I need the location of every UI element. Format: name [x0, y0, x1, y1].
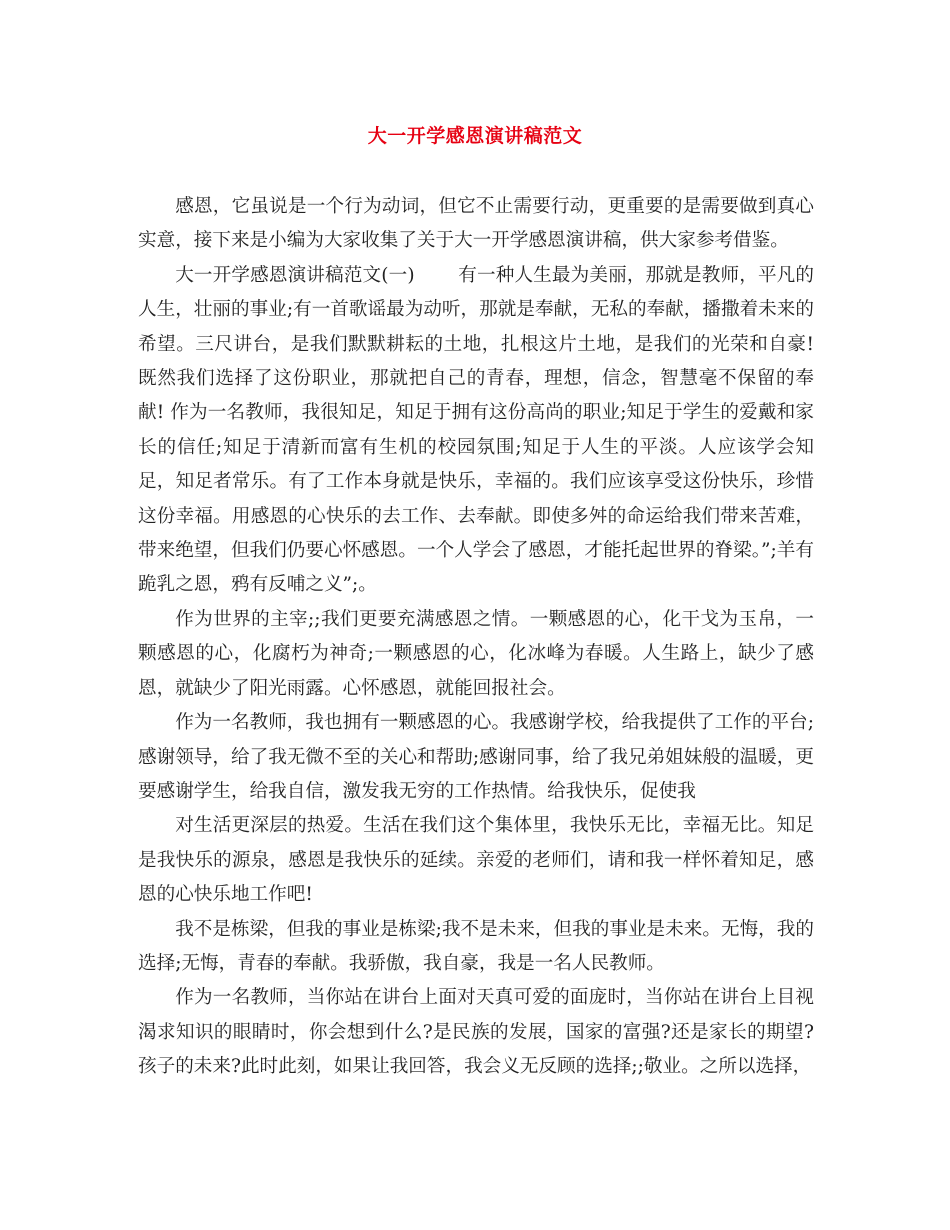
paragraph-love-life: 对生活更深层的热爱。生活在我们这个集体里，我快乐无比，幸福无比。知足是我快乐的源泉，感恩是我快乐的延续。亲爱的老师们，请和我一样怀着知足，感恩的心快乐地工作吧! [138, 815, 814, 906]
document-title: 大一开学感恩演讲稿范文 [367, 125, 583, 147]
paragraph-teacher-thanks: 作为一名教师，我也拥有一颗感恩的心。我感谢学校，给我提供了工作的平台;感谢领导，给了我无微不至的关心和帮助;感谢同事，给了我兄弟姐妹般的温暖，更要感谢学生，给我自信，激发我无穷的工作热情。给我快乐，促使我 [138, 712, 814, 802]
paragraph-speech-one: 大一开学感恩演讲稿范文(一) 有一种人生最为美丽，那就是教师，平凡的人生，壮丽的事业;有一首歌谣最为动听，那就是奉献，无私的奉献，播撒着未来的希望。三尺讲台，是我们默默耕耘的土地，扎根这片土地，是我们的光荣和自豪!既然我们选择了这份职业，那就把自己的青春，理想，信念，智慧毫不保留的奉献! 作为一名教师，我很知足，知足于拥有这份高尚的职业;知足于学生的爱戴和家长的信任;知足于清新而富有生机的校园氛围;知足于人生的平淡。人应该学会知足，知足者常乐。有了工作本身就是快乐，幸福的。我们应该享受这份快乐，珍惜这份幸福。用感恩的心快乐的去工作、去奉献。即使多舛的命运给我们带来苦难，带来绝望，但我们仍要心怀感恩。一个人学会了感恩，才能托起世界的脊梁。”;羊有跪乳之恩，鸦有反哺之义”;。 [138, 264, 814, 596]
paragraph-intro: 感恩，它虽说是一个行为动词，但它不止需要行动，更重要的是需要做到真心实意，接下来是小编为大家收集了关于大一开学感恩演讲稿，供大家参考借鉴。 [138, 196, 814, 252]
paragraph-gratitude: 作为世界的主宰;;我们更要充满感恩之情。一颗感恩的心，化干戈为玉帛，一颗感恩的心，化腐朽为神奇;一颗感恩的心，化冰峰为春暖。人生路上，缺少了感恩，就缺少了阳光雨露。心怀感恩，就能回报社会。 [138, 608, 814, 699]
document-body [138, 190, 814, 1085]
paragraph-career: 我不是栋梁，但我的事业是栋梁;我不是未来，但我的事业是未来。无悔，我的选择;无悔，青春的奉献。我骄傲，我自豪，我是一名人民教师。 [138, 918, 814, 974]
paragraph-podium: 作为一名教师，当你站在讲台上面对天真可爱的面庞时，当你站在讲台上目视渴求知识的眼睛时，你会想到什么?是民族的发展，国家的富强?还是家长的期望?孩子的未来?此时此刻，如果让我回答，我会义无反顾的选择;;敬业。之所以选择， [138, 987, 814, 1078]
